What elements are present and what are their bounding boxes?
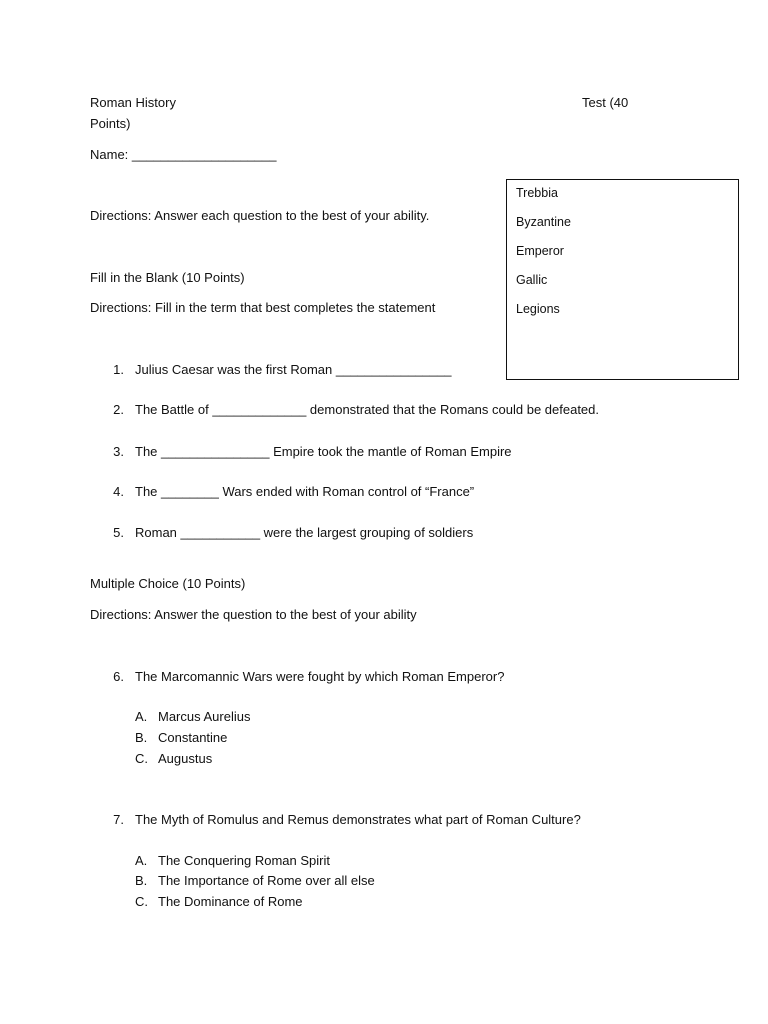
multiple-choice-heading: Multiple Choice (10 Points) — [90, 576, 246, 591]
multiple-choice-directions: Directions: Answer the question to the best of your ability — [90, 607, 417, 622]
question-text: The Battle of _____________ demonstrated that the Romans could be defeated. — [135, 402, 600, 417]
name-line: Name: ____________________ — [90, 147, 277, 162]
test-points-wrap: Points) — [90, 116, 131, 131]
option-text: Augustus — [158, 751, 213, 766]
question-number: 3. — [113, 444, 124, 459]
word-bank-box — [506, 179, 739, 380]
option-text: The Conquering Roman Spirit — [158, 853, 330, 868]
word-bank-term: Legions — [516, 302, 560, 316]
question-number: 4. — [113, 484, 124, 499]
question-text: The Myth of Romulus and Remus demonstrates what part of Roman Culture? — [135, 812, 581, 827]
general-directions: Directions: Answer each question to the best of your ability. — [90, 208, 430, 223]
question-number: 1. — [113, 362, 124, 377]
question-text: The Marcomannic Wars were fought by which Roman Emperor? — [135, 669, 505, 684]
question-text: The _______________ Empire took the mantle of Roman Empire — [135, 444, 512, 459]
question-text: Roman ___________ were the largest grouping of soldiers — [135, 525, 474, 540]
question-number: 5. — [113, 525, 124, 540]
option-letter: C. — [135, 751, 148, 766]
question-text: Julius Caesar was the first Roman ________________ — [135, 362, 452, 377]
option-letter: C. — [135, 894, 148, 909]
option-text: Marcus Aurelius — [158, 709, 251, 724]
option-letter: A. — [135, 709, 148, 724]
question-text: The ________ Wars ended with Roman control of “France” — [135, 484, 475, 499]
word-bank-term: Trebbia — [516, 186, 558, 200]
course-title: Roman History — [90, 95, 176, 110]
word-bank-term: Emperor — [516, 244, 564, 258]
option-text: The Dominance of Rome — [158, 894, 303, 909]
fill-in-heading: Fill in the Blank (10 Points) — [90, 270, 245, 285]
word-bank-term: Byzantine — [516, 215, 571, 229]
option-letter: B. — [135, 730, 148, 745]
word-bank-term: Gallic — [516, 273, 548, 287]
question-number: 6. — [113, 669, 124, 684]
option-text: The Importance of Rome over all else — [158, 873, 375, 888]
option-letter: A. — [135, 853, 148, 868]
question-number: 2. — [113, 402, 124, 417]
test-points-label: Test (40 — [582, 95, 629, 110]
option-text: Constantine — [158, 730, 228, 745]
fill-in-directions: Directions: Fill in the term that best completes the statement — [90, 300, 436, 315]
question-number: 7. — [113, 812, 124, 827]
option-letter: B. — [135, 873, 148, 888]
